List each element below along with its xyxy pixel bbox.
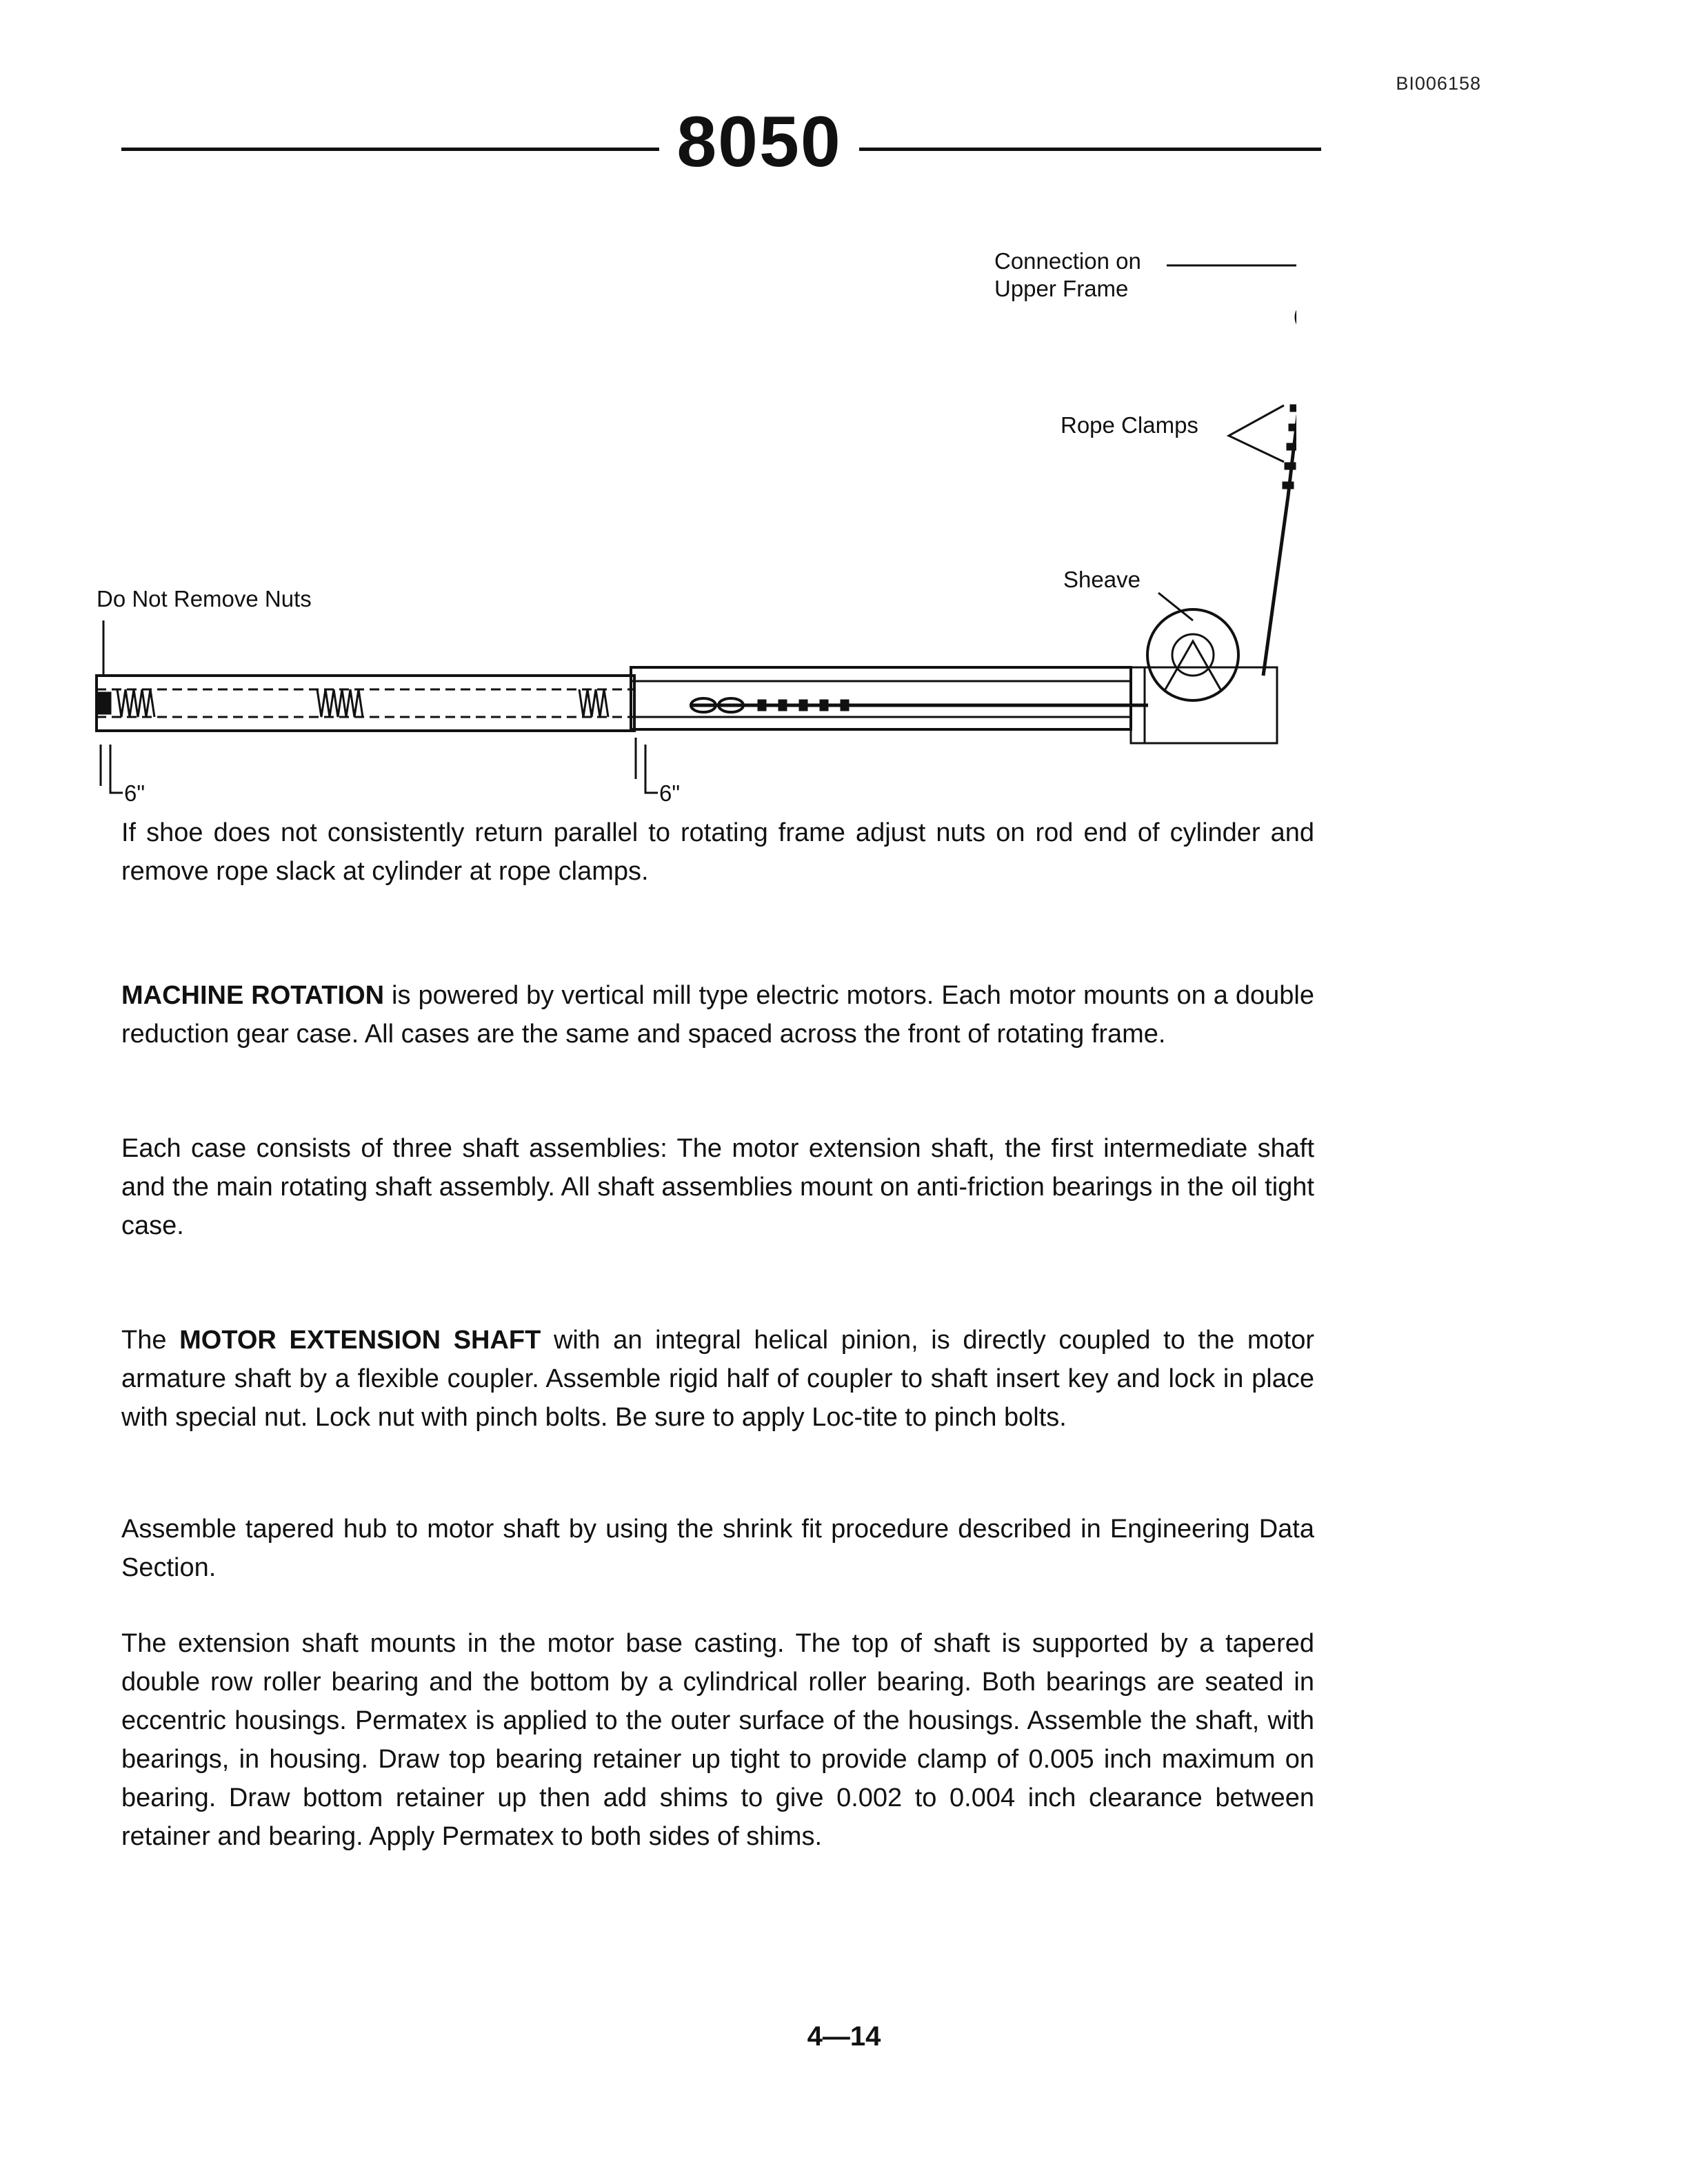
page-title: 8050 (676, 102, 842, 182)
header-rule-left (121, 148, 659, 151)
rope-clamps-pointer (1229, 405, 1284, 462)
sheave (1147, 609, 1238, 700)
motor-extension-lead: The (121, 1326, 180, 1355)
machine-rotation-heading: MACHINE ROTATION (121, 981, 385, 1010)
motor-extension-paragraph (121, 1321, 1314, 1437)
nut (98, 693, 110, 714)
connection-label-2: Upper Frame (994, 276, 1129, 301)
motor-extension-text: with an integral helical pinion, is directly coupled to the motor armature shaft by a flexible coupler. Assemble rigid half of coupler to shaft insert key and lock in place with special nut. Lock nut with pinch bolts. Be sure to apply Loc-tite to pinch bolts. (121, 1326, 1314, 1432)
diagram-drawing (97, 254, 1296, 793)
spring-1 (117, 689, 154, 717)
rope-clamps-label: Rope Clamps (1061, 412, 1198, 438)
cylinder-rope-diagram (83, 234, 1296, 827)
page-number: 4—14 (807, 2021, 881, 2052)
sheave-label: Sheave (1063, 567, 1141, 592)
spring-3 (579, 689, 608, 717)
dim-left-label: 6" (124, 780, 145, 806)
diagram-caption: If shoe does not consistently return parallel to rotating frame adjust nuts on rod end of cylinder and remove rope slack at cylinder at rope clamps. (121, 818, 1314, 886)
page-header (121, 102, 1321, 182)
extension-shaft-paragraph: The extension shaft mounts in the motor base casting. The top of shaft is supported by a tapered double row roller bearing and the bottom by a cylindrical roller bearing. Both bearings are seated in eccentric housings. Permatex is applied to the outer surface of the housings. Assemble the shaft, with bearings, in housing. Draw top bearing retainer up tight to provide clamp of 0.005 inch maximum on bearing. Draw bottom retainer up then add shims to give 0.002 to 0.004 inch clearance between retainer and bearing. Apply Permatex to both sides of shims. (121, 1629, 1314, 1851)
document-id: BI006158 (1396, 73, 1481, 94)
spring-2 (317, 689, 363, 717)
spring-housing (97, 676, 634, 731)
connection-label: Connection on (994, 248, 1141, 274)
tapered-hub-paragraph: Assemble tapered hub to motor shaft by using the shrink fit procedure described in Engineering Data Section. (121, 1515, 1314, 1582)
shaft-assemblies-paragraph: Each case consists of three shaft assemblies: The motor extension shaft, the first intermediate shaft and the main rotating shaft assembly. All shaft assemblies mount on anti-friction bearings in the oil tight case. (121, 1134, 1314, 1240)
dim-right-label: 6" (659, 780, 681, 806)
motor-extension-heading: MOTOR EXTENSION SHAFT (179, 1326, 541, 1355)
dim-right-arrow (645, 786, 658, 793)
nuts-label: Do Not Remove Nuts (97, 586, 312, 611)
machine-rotation-paragraph (121, 976, 1314, 1053)
machine-rotation-text: is powered by vertical mill type electric motors. Each motor mounts on a double reduction gear case. All cases are the same and spaced across the front of rotating frame. (121, 981, 1314, 1049)
header-rule-right (859, 148, 1321, 151)
rope-upper (1263, 345, 1296, 676)
sheave-pointer (1158, 593, 1193, 620)
dim-left-arrow (110, 786, 123, 793)
